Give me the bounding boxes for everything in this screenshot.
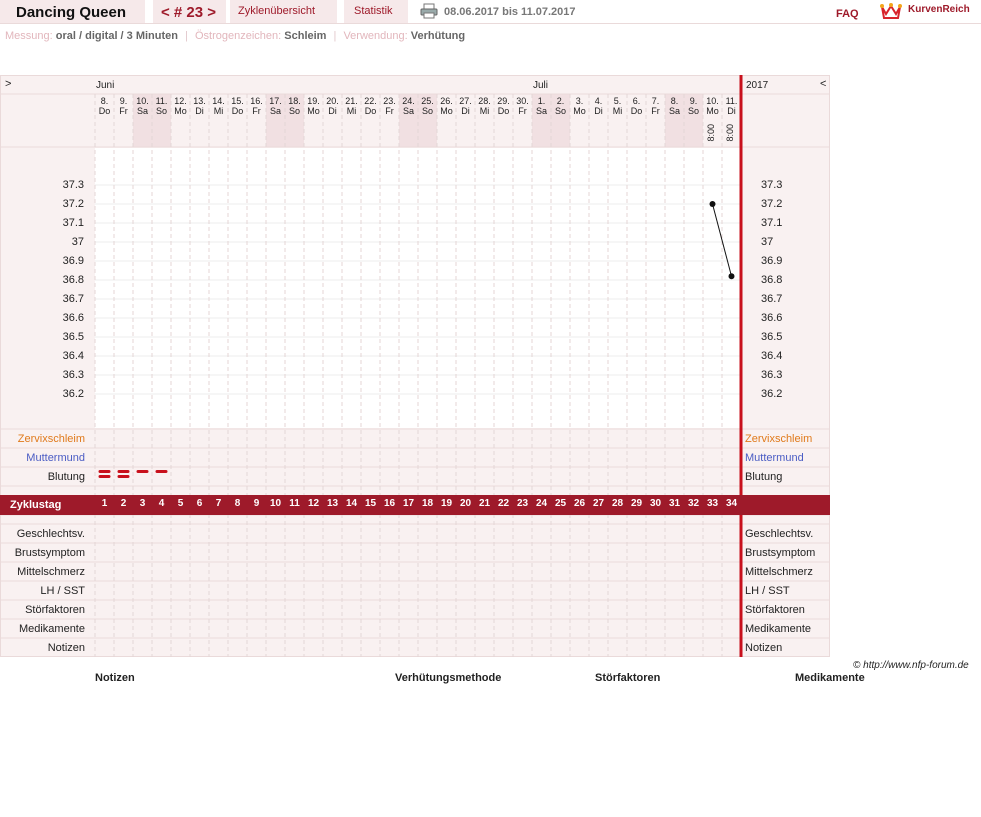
chart-nav-next[interactable]: < xyxy=(820,78,827,90)
cycle-day-number[interactable]: 29 xyxy=(630,498,643,509)
temp-axis-label-left: 36.5 xyxy=(62,331,84,343)
row-label-notes: Notizen xyxy=(47,642,85,654)
day-weekday: So xyxy=(421,106,433,116)
footer-method: Verhütungsmethode xyxy=(395,672,502,684)
day-date: 24. xyxy=(402,96,415,106)
temperature-point xyxy=(710,201,716,207)
temp-axis-label-left: 37.1 xyxy=(62,217,84,229)
temp-axis-label-left: 36.8 xyxy=(62,274,84,286)
temp-axis-label-left: 36.2 xyxy=(62,388,84,400)
day-date: 27. xyxy=(459,96,472,106)
day-weekday: Mo xyxy=(573,106,586,116)
day-weekday: Mi xyxy=(213,106,224,116)
row-label-notes-right: Notizen xyxy=(745,642,783,654)
cycle-day-label: Zyklustag xyxy=(10,499,62,511)
day-date: 4. xyxy=(594,96,603,106)
day-weekday: Do xyxy=(231,106,244,116)
bleeding-mark xyxy=(99,475,111,478)
cycle-day-number[interactable]: 17 xyxy=(402,498,415,509)
day-weekday: Sa xyxy=(535,106,547,116)
temp-axis-label-right: 36.6 xyxy=(761,312,783,324)
cycle-day-number[interactable]: 13 xyxy=(326,498,339,509)
temp-axis-label-right: 36.3 xyxy=(761,369,783,381)
copyright[interactable]: © http://www.nfp-forum.de xyxy=(853,660,969,671)
cycle-day-number[interactable]: 23 xyxy=(516,498,529,509)
day-date: 19. xyxy=(307,96,320,106)
cycle-day-number[interactable]: 15 xyxy=(364,498,377,509)
temp-axis-label-right: 36.9 xyxy=(761,255,783,267)
row-label-breast-right: Brustsymptom xyxy=(745,547,816,559)
temp-axis-label-right: 36.4 xyxy=(761,350,783,362)
day-date: 17. xyxy=(269,96,282,106)
cycle-day-number[interactable]: 4 xyxy=(158,498,165,509)
day-weekday: Sa xyxy=(668,106,680,116)
cycle-day-number[interactable]: 9 xyxy=(253,498,260,509)
estrogen-value: Schleim xyxy=(284,30,327,42)
row-label-sex: Geschlechtsv. xyxy=(16,528,85,540)
day-date: 5. xyxy=(613,96,622,106)
day-weekday: Mo xyxy=(440,106,453,116)
day-weekday: So xyxy=(155,106,167,116)
row-label-midpain: Mittelschmerz xyxy=(17,566,85,578)
day-weekday: Mo xyxy=(307,106,320,116)
day-date: 28. xyxy=(478,96,491,106)
bleeding-mark xyxy=(118,475,130,478)
temp-axis-label-right: 36.8 xyxy=(761,274,783,286)
day-weekday: Mo xyxy=(174,106,187,116)
cycle-title: Dancing Queen xyxy=(16,4,127,21)
footer-notes: Notizen xyxy=(95,672,135,684)
month-july: Juli xyxy=(533,80,549,91)
cycle-day-number[interactable]: 2 xyxy=(120,498,127,509)
cycle-day-number[interactable]: 32 xyxy=(687,498,700,509)
measure-label: Messung: xyxy=(5,30,53,42)
day-weekday: Fr xyxy=(518,106,527,116)
row-label-lh: LH / SST xyxy=(40,585,85,597)
day-weekday: Fr xyxy=(119,106,128,116)
row-label-midpain-right: Mittelschmerz xyxy=(745,566,813,578)
temp-axis-label-right: 36.7 xyxy=(761,293,783,305)
day-date: 1. xyxy=(537,96,546,106)
day-date: 9. xyxy=(689,96,698,106)
day-date: 22. xyxy=(364,96,377,106)
temp-axis-label-left: 37 xyxy=(71,236,84,248)
crown-heart-icon xyxy=(880,2,902,20)
row-label-bleeding: Blutung xyxy=(47,471,85,483)
day-date: 25. xyxy=(421,96,434,106)
day-date: 12. xyxy=(174,96,187,106)
cycle-day-number[interactable]: 7 xyxy=(215,498,222,509)
cycle-day-number[interactable]: 8 xyxy=(234,498,241,509)
temp-axis-label-left: 37.3 xyxy=(62,179,84,191)
cycle-day-number[interactable]: 20 xyxy=(459,498,472,509)
cycle-day-number[interactable]: 19 xyxy=(440,498,453,509)
day-date: 7. xyxy=(651,96,660,106)
cycle-day-number[interactable]: 34 xyxy=(725,498,738,509)
measure-time: 8:00 xyxy=(706,124,716,142)
cycle-day-number[interactable]: 16 xyxy=(383,498,396,509)
day-weekday: Do xyxy=(98,106,111,116)
day-date: 10. xyxy=(136,96,149,106)
cycle-day-number[interactable]: 26 xyxy=(573,498,586,509)
day-date: 30. xyxy=(516,96,529,106)
day-weekday: Mi xyxy=(612,106,623,116)
day-weekday: So xyxy=(687,106,699,116)
day-weekday: Mi xyxy=(346,106,357,116)
cycle-day-number[interactable]: 18 xyxy=(421,498,434,509)
day-weekday: Sa xyxy=(136,106,148,116)
cycle-day-number[interactable]: 28 xyxy=(611,498,624,509)
day-date: 9. xyxy=(119,96,128,106)
separator: | xyxy=(185,30,188,42)
day-date: 16. xyxy=(250,96,263,106)
day-weekday: Di xyxy=(461,106,470,116)
bleeding-mark xyxy=(99,470,111,473)
temp-axis-label-left: 36.4 xyxy=(62,350,84,362)
row-label-disturb: Störfaktoren xyxy=(25,604,85,616)
temp-axis-label-left: 36.6 xyxy=(62,312,84,324)
temp-axis-label-right: 37.3 xyxy=(761,179,783,191)
tab-stats-label[interactable]: Statistik xyxy=(354,5,393,17)
day-date: 8. xyxy=(670,96,679,106)
day-weekday: Fr xyxy=(252,106,261,116)
day-date: 11. xyxy=(725,96,738,106)
day-date: 10. xyxy=(706,96,719,106)
chart-nav-prev[interactable]: > xyxy=(5,78,12,90)
cycle-day-number[interactable]: 12 xyxy=(307,498,320,509)
day-date: 8. xyxy=(100,96,109,106)
day-date: 26. xyxy=(440,96,453,106)
logo-text: KurvenReich xyxy=(908,4,970,15)
day-weekday: Do xyxy=(497,106,510,116)
cycle-day-number[interactable]: 10 xyxy=(269,498,282,509)
day-weekday: Sa xyxy=(269,106,281,116)
day-date: 11. xyxy=(155,96,168,106)
measure-value: oral / digital / 3 Minuten xyxy=(55,30,178,42)
temperature-point xyxy=(729,273,735,279)
cycle-day-number[interactable]: 27 xyxy=(592,498,605,509)
temp-axis-label-left: 36.7 xyxy=(62,293,84,305)
day-weekday: Di xyxy=(727,106,736,116)
day-date: 23. xyxy=(383,96,396,106)
temp-axis-label-left: 37.2 xyxy=(62,198,84,210)
day-date: 14. xyxy=(212,96,225,106)
temp-axis-label-right: 36.2 xyxy=(761,388,783,400)
row-label-breast: Brustsymptom xyxy=(14,547,85,559)
day-weekday: So xyxy=(288,106,300,116)
temp-axis-label-right: 37 xyxy=(761,236,774,248)
row-label-lh-right: LH / SST xyxy=(745,585,790,597)
day-weekday: Do xyxy=(630,106,643,116)
temp-axis-label-right: 36.5 xyxy=(761,331,783,343)
cycle-day-number[interactable]: 24 xyxy=(535,498,548,509)
day-weekday: Do xyxy=(364,106,377,116)
cycle-day-number[interactable]: 14 xyxy=(345,498,358,509)
day-weekday: Sa xyxy=(402,106,414,116)
temp-axis-label-left: 36.3 xyxy=(62,369,84,381)
cycle-day-number[interactable]: 33 xyxy=(706,498,719,509)
usage-value: Verhütung xyxy=(410,30,466,42)
cycle-day-number[interactable]: 3 xyxy=(139,498,146,509)
row-label-sex-right: Geschlechtsv. xyxy=(745,528,814,540)
day-date: 3. xyxy=(575,96,584,106)
bleeding-mark xyxy=(118,470,130,473)
temp-axis-label-right: 37.1 xyxy=(761,217,783,229)
day-date: 15. xyxy=(231,96,244,106)
row-label-cervix: Zervixschleim xyxy=(17,433,85,445)
day-weekday: Di xyxy=(594,106,603,116)
cycle-day-number[interactable]: 30 xyxy=(649,498,662,509)
day-date: 18. xyxy=(288,96,301,106)
bleeding-mark xyxy=(137,470,149,473)
row-label-cervix-os-right: Muttermund xyxy=(745,452,804,464)
day-weekday: Di xyxy=(328,106,337,116)
day-weekday: Di xyxy=(195,106,204,116)
bleeding-mark xyxy=(156,470,168,473)
usage-label: Verwendung: xyxy=(343,30,408,42)
temp-axis-label-left: 36.9 xyxy=(62,255,84,267)
row-label-bleeding-right: Blutung xyxy=(745,471,783,483)
cycle-day-number[interactable]: 21 xyxy=(478,498,491,509)
cycle-day-number[interactable]: 25 xyxy=(554,498,567,509)
day-weekday: Fr xyxy=(385,106,394,116)
day-date: 29. xyxy=(497,96,510,106)
temp-axis-label-right: 37.2 xyxy=(761,198,783,210)
faq-link[interactable]: FAQ xyxy=(836,8,859,20)
day-weekday: Mo xyxy=(706,106,719,116)
row-label-cervix-right: Zervixschleim xyxy=(745,433,813,445)
footer-meds: Medikamente xyxy=(795,672,865,684)
footer-disturb: Störfaktoren xyxy=(595,672,661,684)
cycle-day-number[interactable]: 6 xyxy=(196,498,203,509)
day-date: 13. xyxy=(193,96,206,106)
month-june: Juni xyxy=(96,80,115,91)
estrogen-label: Östrogenzeichen: xyxy=(194,30,282,42)
cycle-nav[interactable]: < # 23 > xyxy=(161,4,217,21)
day-weekday: So xyxy=(554,106,566,116)
row-label-cervix-os: Muttermund xyxy=(26,452,85,464)
cycle-day-number[interactable]: 5 xyxy=(177,498,184,509)
day-date: 2. xyxy=(556,96,565,106)
cycle-day-number[interactable]: 11 xyxy=(289,498,300,509)
day-date: 6. xyxy=(632,96,641,106)
row-label-meds: Medikamente xyxy=(18,623,85,635)
row-label-meds-right: Medikamente xyxy=(745,623,812,635)
day-weekday: Mi xyxy=(479,106,490,116)
measure-time: 8:00 xyxy=(725,124,735,142)
day-date: 21. xyxy=(345,96,358,106)
row-label-disturb-right: Störfaktoren xyxy=(745,604,805,616)
day-date: 20. xyxy=(326,96,339,106)
cycle-day-number[interactable]: 22 xyxy=(497,498,510,509)
cycle-day-number[interactable]: 31 xyxy=(668,498,681,509)
cycle-day-number[interactable]: 1 xyxy=(101,498,108,509)
date-range: 08.06.2017 bis 11.07.2017 xyxy=(444,6,576,18)
separator: | xyxy=(333,30,337,42)
tab-overview-label[interactable]: Zyklenübersicht xyxy=(238,5,316,17)
year-label: 2017 xyxy=(746,80,769,91)
day-weekday: Fr xyxy=(651,106,660,116)
